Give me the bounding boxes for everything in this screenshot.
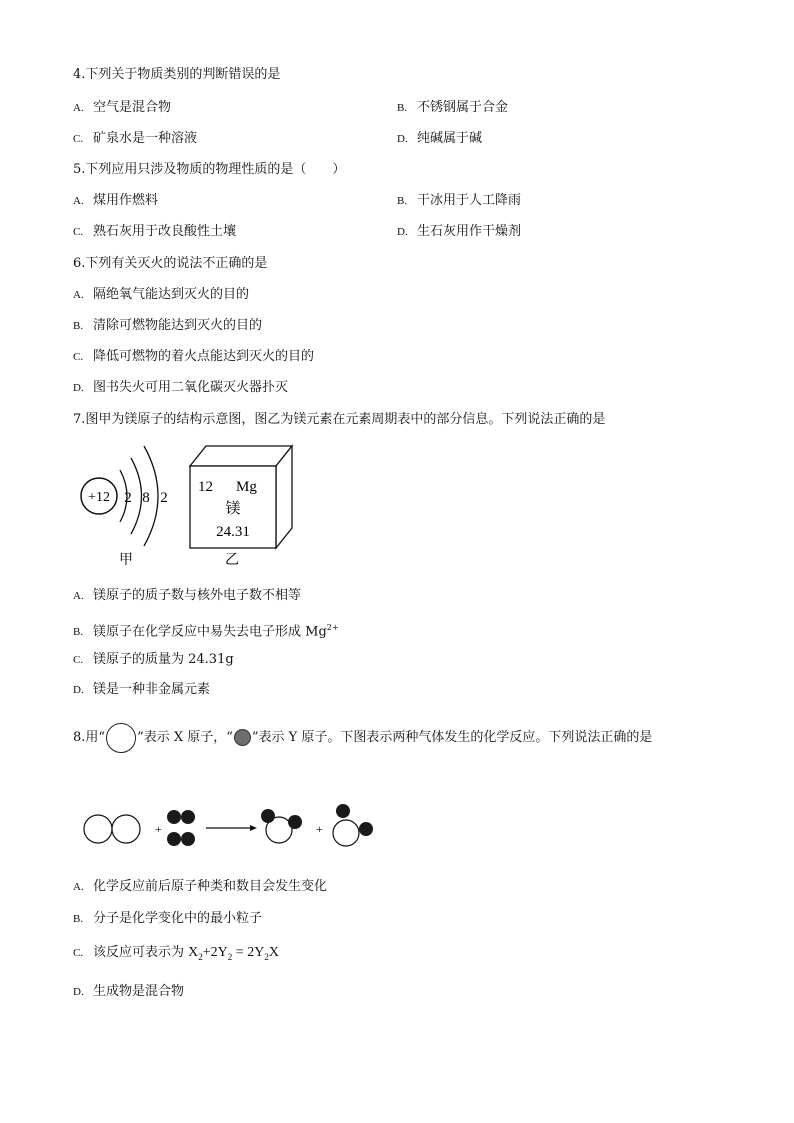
q4-option-b: B. 不锈钢属于合金 (397, 100, 509, 115)
element-name: 镁 (225, 501, 241, 517)
q5-option-d: D. 生石灰用作干燥剂 (397, 224, 522, 239)
q7-option-d: D. 镁是一种非金属元素 (73, 682, 211, 697)
mg-atom-diagram (81, 446, 168, 568)
element-symbol: Mg (236, 479, 257, 495)
shell-2-electrons: 8 (142, 490, 150, 506)
plus-sign-2: + (316, 822, 323, 836)
shell-3-electrons: 2 (160, 490, 168, 506)
y2x-molecule-1 (261, 809, 302, 843)
reaction-diagram (82, 798, 382, 858)
q6-option-a: A. 隔绝氧气能达到灭火的目的 (73, 287, 250, 302)
reaction-arrow (206, 825, 257, 831)
q5-stem: 5.下列应用只涉及物质的物理性质的是（ ） (73, 162, 346, 177)
q4-option-c: C. 矿泉水是一种溶液 (73, 131, 198, 146)
ion-charge: 2+ (326, 623, 339, 632)
q5-option-a: A. 煤用作燃料 (73, 193, 159, 208)
q8-stem: 8.用“ ”表示 X 原子，“ ”表示 Y 原子。下图表示两种气体发生的化学反应。下列说法正确的是 (73, 722, 652, 754)
q4-option-d: D. 纯碱属于碱 (397, 131, 483, 146)
mg-figure (76, 440, 316, 570)
y-atom-icon (234, 729, 251, 746)
q7-option-b: B. 镁原子在化学反应中易失去电子形成 $Mg^{2+}$ (73, 623, 339, 640)
q8-option-a: A. 化学反应前后原子种类和数目会发生变化 (73, 879, 328, 894)
reaction-equation: $X_2+2Y_2 = 2Y_2X$ (188, 945, 279, 962)
q5-option-b: B. 干冰用于人工降雨 (397, 193, 522, 208)
q7-option-a: A. 镁原子的质子数与核外电子数不相等 (73, 588, 302, 603)
q8-option-d: D. 生成物是混合物 (73, 984, 185, 999)
plus-sign-1: + (155, 822, 162, 836)
q7-stem: 7.图甲为镁原子的结构示意图，图乙为镁元素在元素周期表中的部分信息。下列说法正确的是 (73, 412, 606, 427)
shell-1-electrons: 2 (124, 490, 132, 506)
mg-periodic-cell (190, 446, 292, 568)
x-atom-icon (106, 723, 136, 753)
q4-stem: 4.下列关于物质类别的判断错误的是 (73, 67, 281, 82)
y2-molecules (167, 810, 195, 846)
q8-option-c: C. 该反应可表示为 $X_2+2Y_2 = 2Y_2X$ (73, 945, 279, 962)
q4-option-a: A. 空气是混合物 (73, 100, 172, 115)
atomic-mass: 24.31 (216, 524, 250, 540)
q6-option-b: B. 清除可燃物能达到灭火的目的 (73, 318, 263, 333)
nucleus-charge: +12 (88, 490, 110, 505)
q6-option-c: C. 降低可燃物的着火点能达到灭火的目的 (73, 349, 315, 364)
q6-option-d: D. 图书失火可用二氧化碳灭火器扑灭 (73, 380, 289, 395)
atomic-number: 12 (198, 479, 213, 495)
q7-option-c: C. 镁原子的质量为 24.31g (73, 652, 234, 667)
caption-yi: 乙 (225, 553, 239, 568)
q6-stem: 6.下列有关灭火的说法不正确的是 (73, 256, 268, 271)
y2x-molecule-2 (333, 804, 373, 846)
q8-option-b: B. 分子是化学变化中的最小粒子 (73, 911, 263, 926)
q5-option-c: C. 熟石灰用于改良酸性土壤 (73, 224, 237, 239)
caption-jia: 甲 (119, 553, 133, 568)
x2-molecule (84, 815, 140, 843)
